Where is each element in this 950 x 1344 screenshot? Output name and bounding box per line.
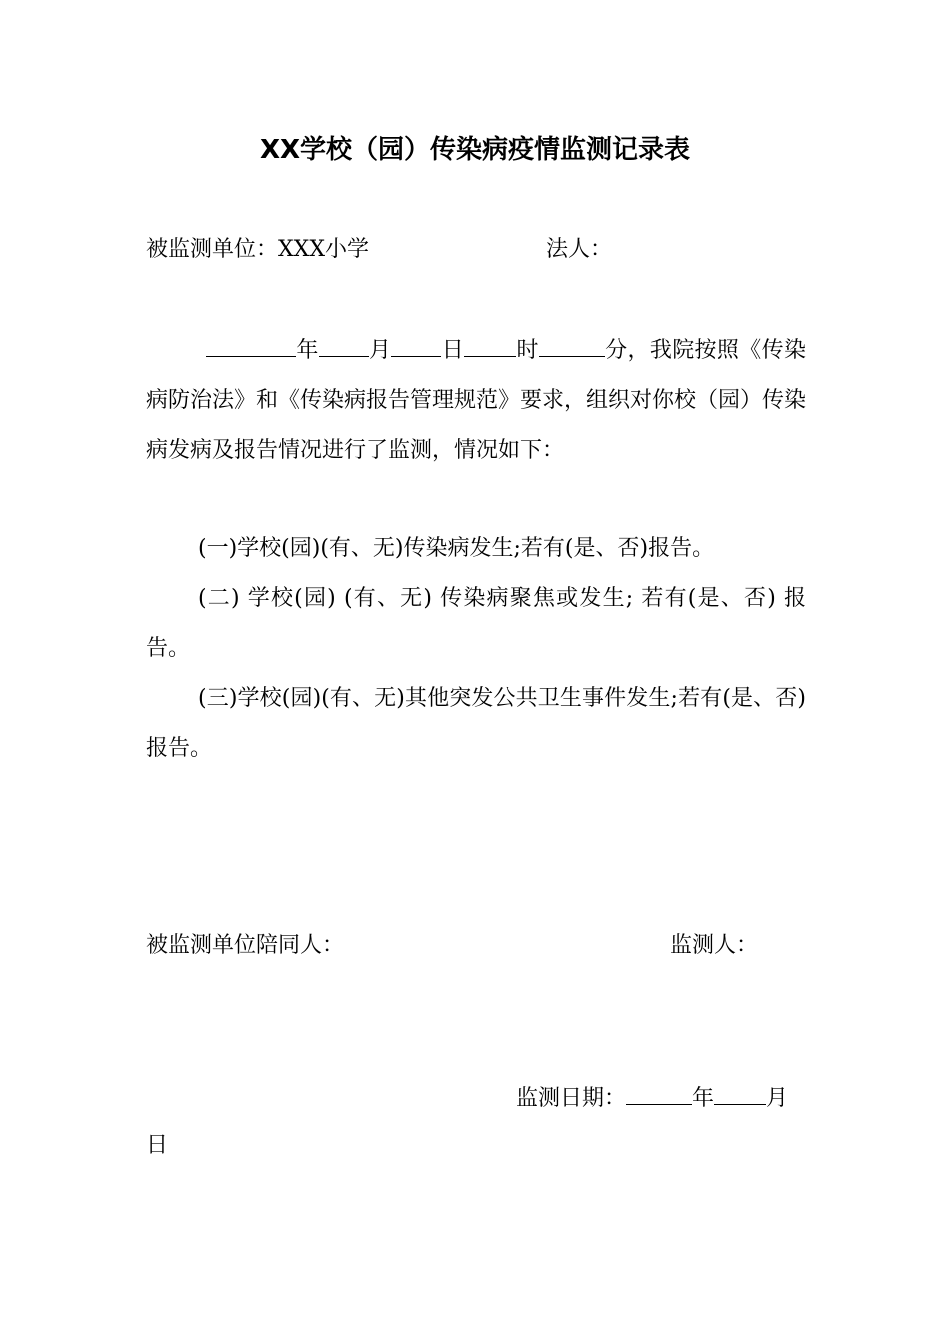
intro-text: ，我院按照《传染病防治法》和《传染病报告管理规范》要求，组织对你校（园）传染病发病及报告情况进行了监测，情况如下： xyxy=(146,338,807,463)
hour-unit: 时 xyxy=(516,338,539,363)
day-blank xyxy=(391,330,441,357)
date-day-unit: 日 xyxy=(146,1133,169,1158)
item-1-text: (一)学校(园)(有、无)传染病发生;若有(是、否)报告。 xyxy=(198,536,715,561)
date-label: 监测日期： xyxy=(516,1086,627,1111)
minute-blank xyxy=(539,330,605,357)
day-unit: 日 xyxy=(441,338,465,363)
minute-unit: 分 xyxy=(604,338,628,363)
legal-person-label: 法人： xyxy=(546,237,613,262)
month-blank xyxy=(319,330,369,357)
year-blank xyxy=(206,330,296,357)
companion-label: 被监测单位陪同人： xyxy=(146,933,345,958)
item-1 xyxy=(146,524,806,574)
month-unit: 月 xyxy=(368,338,392,363)
date-month-blank xyxy=(714,1078,766,1105)
year-unit: 年 xyxy=(296,338,319,363)
intro-paragraph xyxy=(146,326,806,476)
hour-blank xyxy=(464,330,516,357)
monitored-unit-label: 被监测单位：XXX小学 xyxy=(146,237,369,262)
monitoring-date-line xyxy=(516,1078,788,1117)
item-3-text: (三)学校(园)(有、无)其他突发公共卫生事件发生;若有(是、否) 报告。 xyxy=(146,686,806,761)
date-month-unit: 月 xyxy=(766,1086,789,1111)
item-2 xyxy=(146,574,806,674)
document-title: XX学校（园）传染病疫情监测记录表 xyxy=(259,135,691,165)
item-2-text: (二) 学校(园) (有、无) 传染病聚焦或发生; 若有(是、否) 报告。 xyxy=(146,586,806,661)
date-year-blank xyxy=(626,1078,692,1105)
monitor-label: 监测人： xyxy=(670,933,759,958)
date-year-unit: 年 xyxy=(692,1086,715,1111)
item-3 xyxy=(146,674,806,774)
